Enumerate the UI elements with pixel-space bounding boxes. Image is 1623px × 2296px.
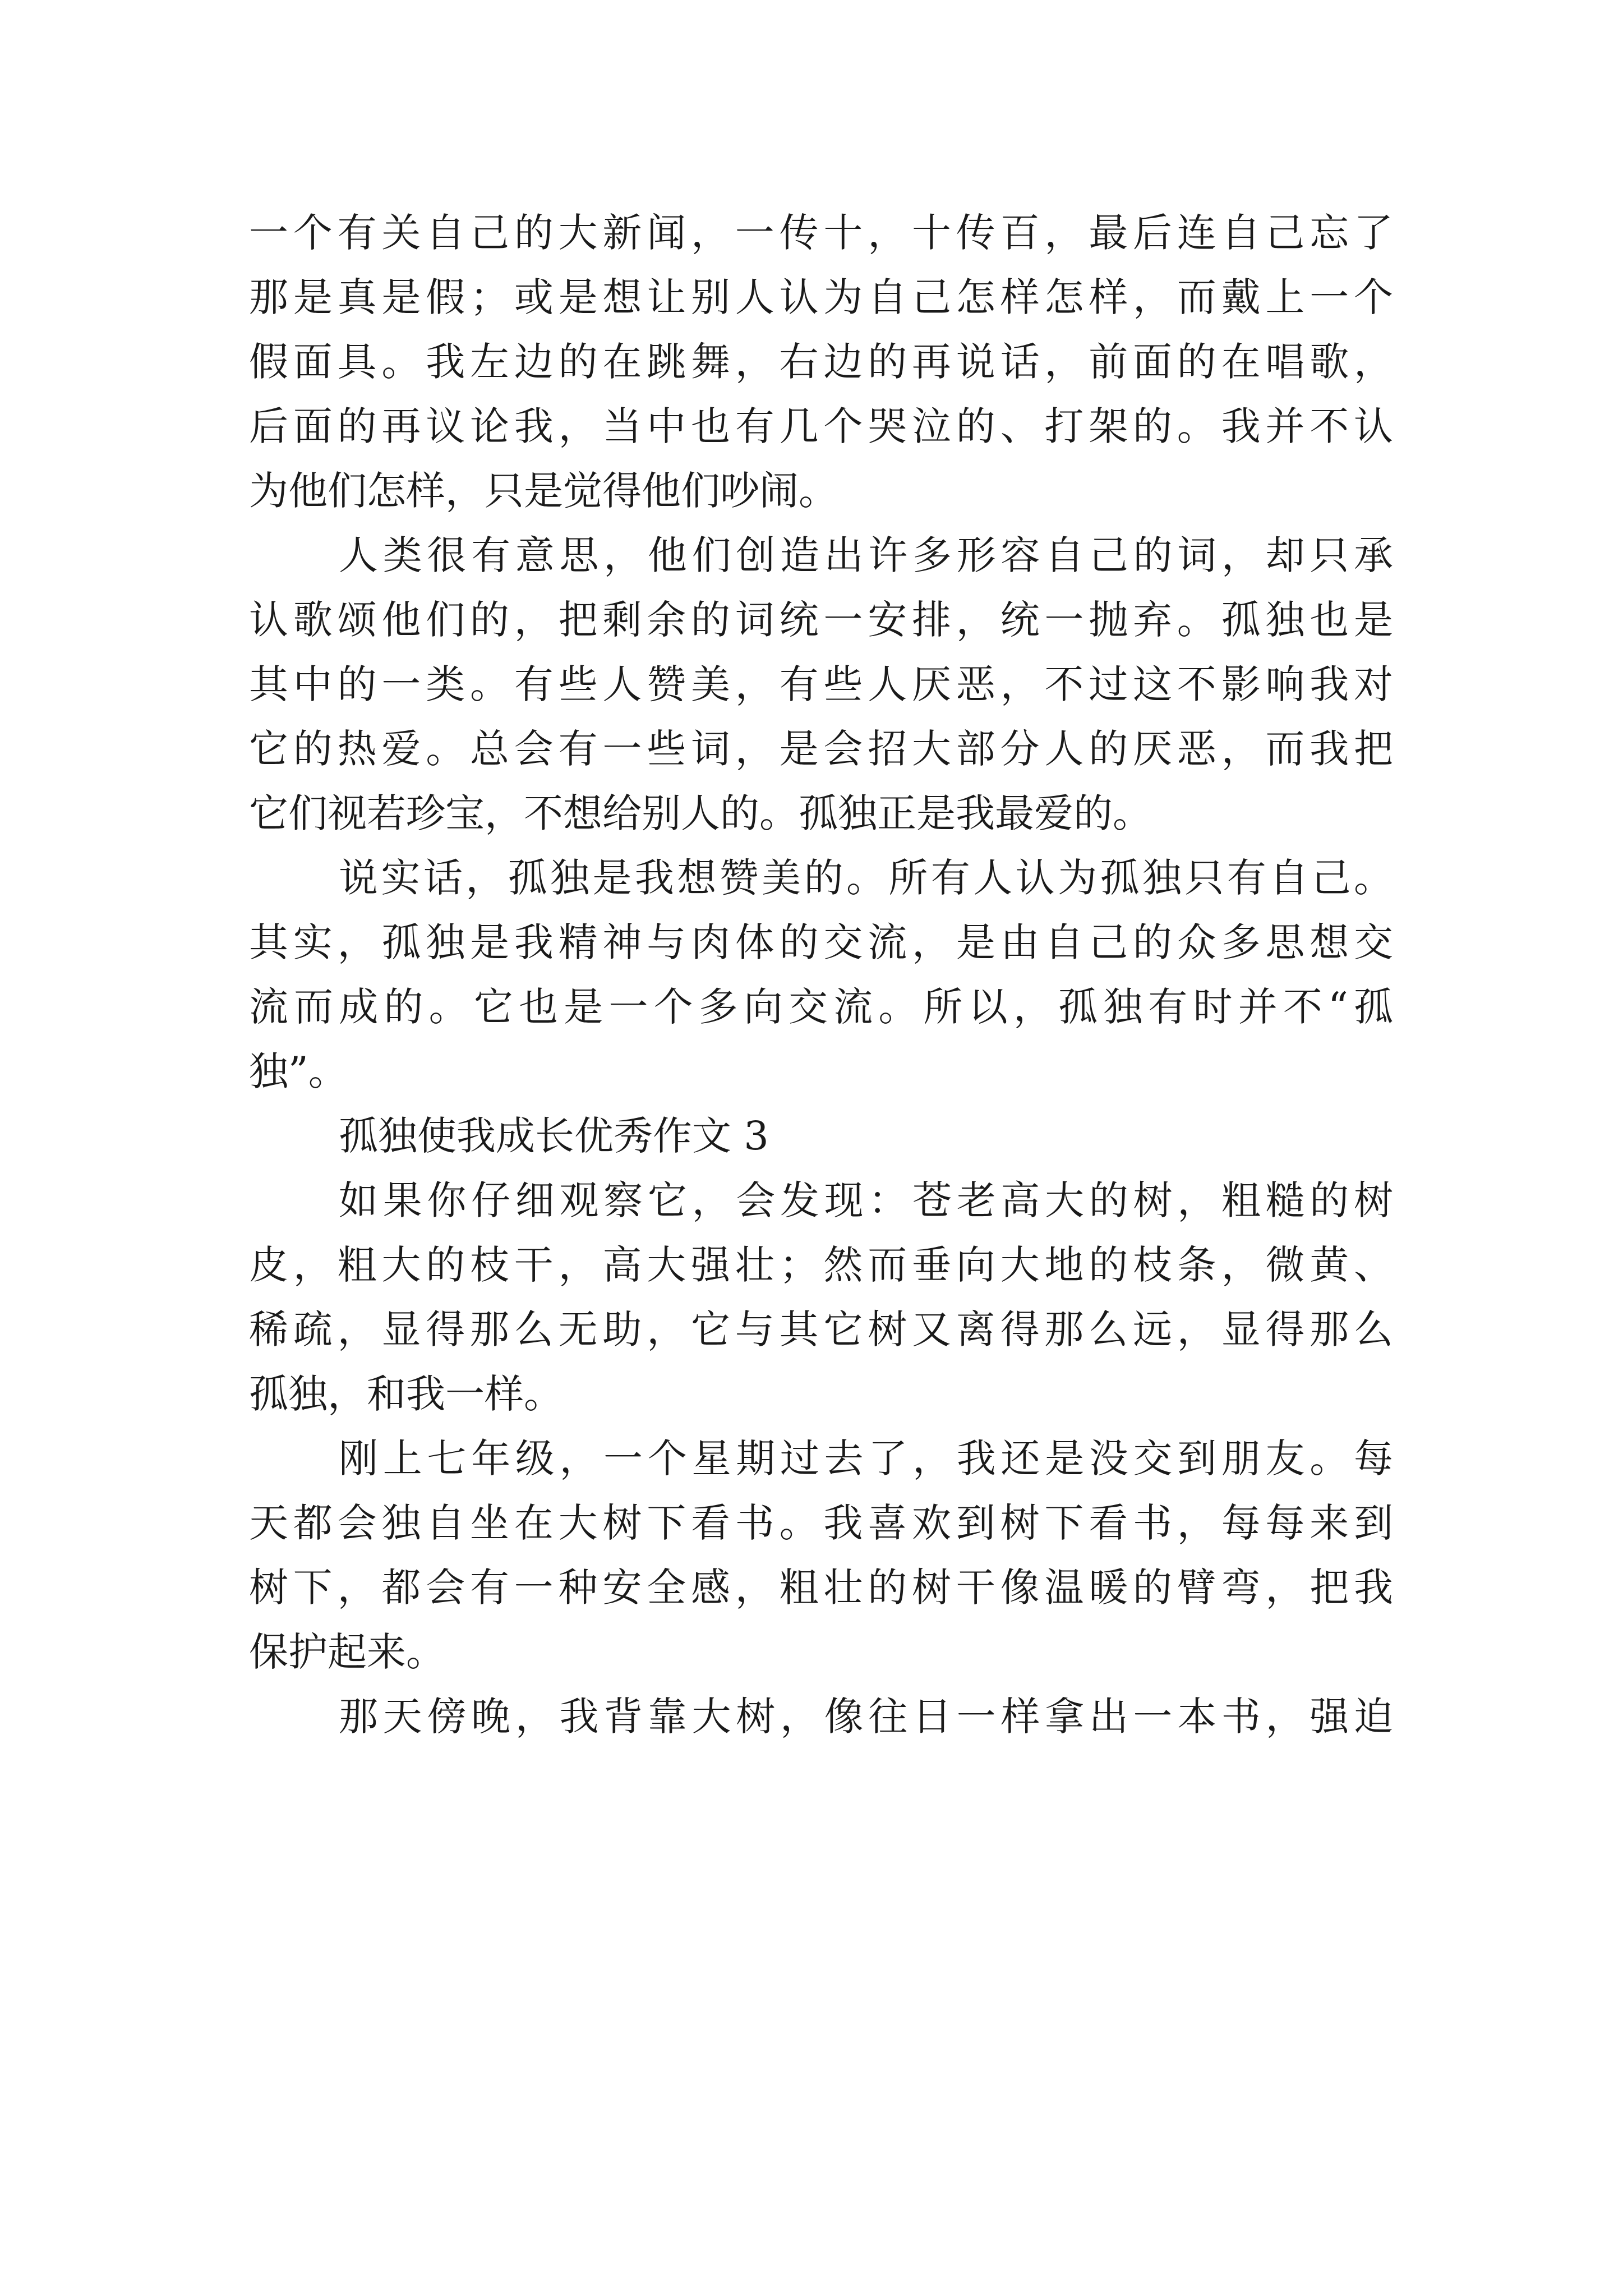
text-line: 为他们怎样，只是觉得他们吵闹。 (249, 468, 838, 514)
text-line: 那是真是假；或是想让别人认为自己怎样怎样，而戴上一个 (249, 274, 1393, 320)
text-line: 假面具。我左边的在跳舞，右边的再说话，前面的在唱歌， (249, 339, 1393, 385)
text-line: 后面的再议论我，当中也有几个哭泣的、打架的。我并不认 (249, 403, 1393, 449)
text-line: 树下，都会有一种安全感，粗壮的树干像温暖的臂弯，把我 (249, 1565, 1393, 1611)
document-body (249, 201, 1393, 1749)
text-line: 那天傍晚，我背靠大树，像往日一样拿出一本书，强迫 (339, 1694, 1393, 1740)
text-line: 它的热爱。总会有一些词，是会招大部分人的厌恶，而我把 (249, 726, 1393, 772)
paragraph (249, 1685, 1393, 1749)
text-line: 流而成的。它也是一个多向交流。所以，孤独有时并不“孤 (249, 984, 1393, 1030)
text-line: 一个有关自己的大新闻，一传十，十传百，最后连自己忘了 (249, 210, 1393, 256)
paragraph (249, 523, 1393, 846)
text-line: 孤独，和我一样。 (249, 1371, 563, 1417)
text-line: 它们视若珍宝，不想给别人的。孤独正是我最爱的。 (249, 790, 1152, 836)
text-line: 认歌颂他们的，把剩余的词统一安排，统一抛弃。孤独也是 (249, 597, 1393, 643)
text-line: 说实话，孤独是我想赞美的。所有人认为孤独只有自己。 (339, 855, 1393, 901)
text-line: 刚上七年级，一个星期过去了，我还是没交到朋友。每 (339, 1435, 1393, 1481)
text-line: 其中的一类。有些人赞美，有些人厌恶，不过这不影响我对 (249, 661, 1393, 707)
text-line: 天都会独自坐在大树下看书。我喜欢到树下看书，每每来到 (249, 1500, 1393, 1546)
text-line: 独”。 (249, 1048, 348, 1094)
text-line: 人类很有意思，他们创造出许多形容自己的词，却只承 (339, 532, 1393, 578)
heading-text: 孤独使我成长优秀作文 3 (339, 1113, 769, 1159)
text-line: 皮，粗大的枝干，高大强壮；然而垂向大地的枝条，微黄、 (249, 1242, 1393, 1288)
text-line: 如果你仔细观察它，会发现：苍老高大的树，粗糙的树 (339, 1177, 1393, 1223)
text-line: 稀疏，显得那么无助，它与其它树又离得那么远，显得那么 (249, 1306, 1393, 1352)
text-line: 保护起来。 (249, 1629, 445, 1675)
section-heading (249, 1104, 1393, 1168)
paragraph (249, 846, 1393, 1104)
paragraph (249, 1168, 1393, 1427)
text-line: 其实，孤独是我精神与肉体的交流，是由自己的众多思想交 (249, 919, 1393, 965)
paragraph (249, 201, 1393, 523)
paragraph (249, 1427, 1393, 1685)
